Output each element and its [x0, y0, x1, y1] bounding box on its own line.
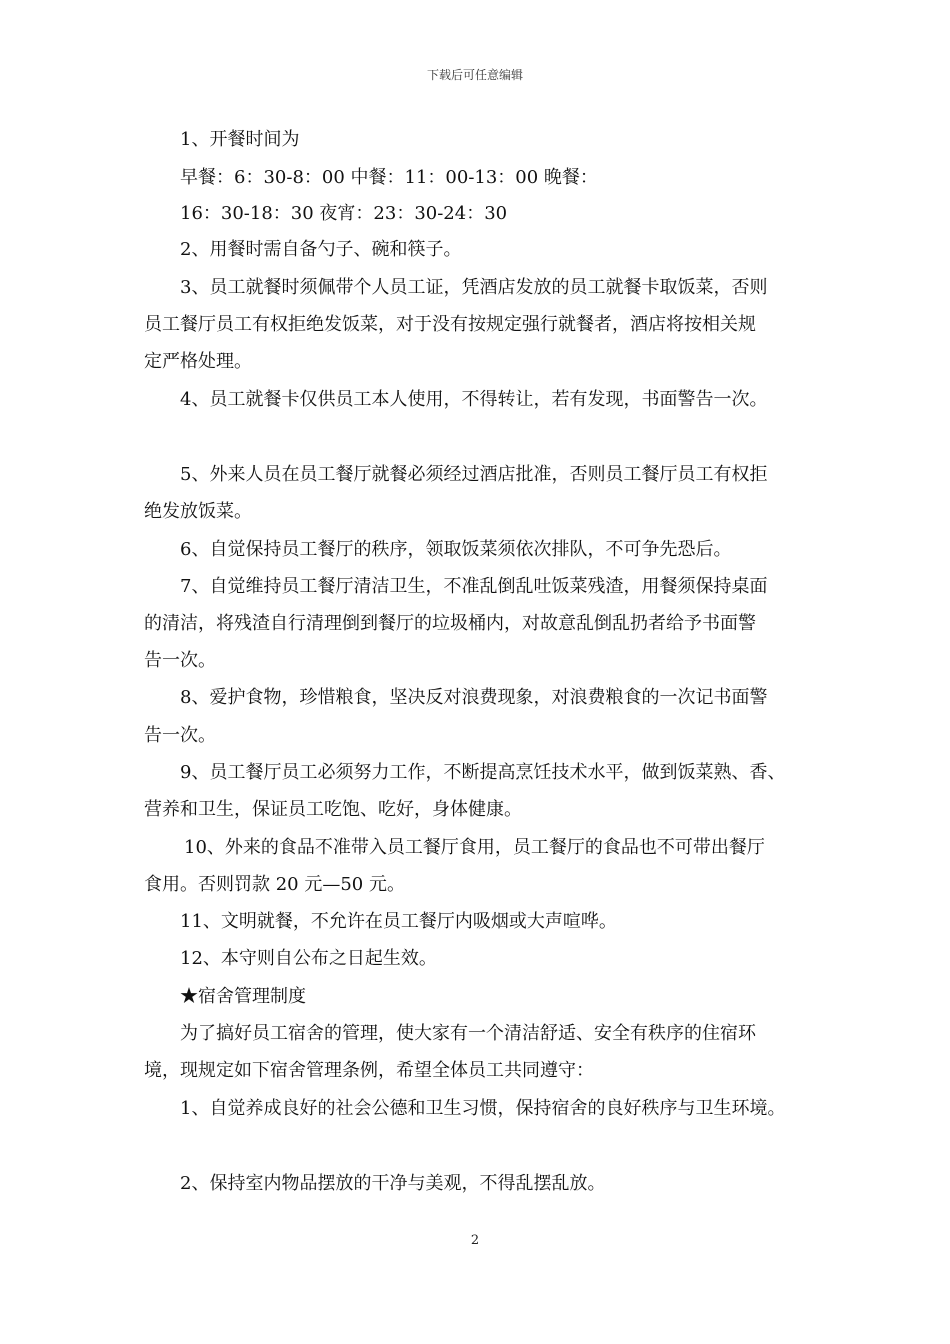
text-line: 3、员工就餐时须佩带个人员工证，凭酒店发放的员工就餐卡取饭菜，否则 [180, 277, 768, 298]
text-line: 绝发放饭菜。 [144, 501, 252, 522]
section-heading: ★宿舍管理制度 [180, 986, 306, 1007]
text-line: 告一次。 [144, 725, 216, 746]
text-line: 食用。否则罚款 20 元—50 元。 [144, 874, 405, 895]
text-line: 11、文明就餐，不允许在员工餐厅内吸烟或大声喧哗。 [180, 911, 617, 932]
text-line: 1、自觉养成良好的社会公德和卫生习惯，保持宿舍的良好秩序与卫生环境。 [180, 1098, 786, 1119]
text-line: 10、外来的食品不准带入员工餐厅食用，员工餐厅的食品也不可带出餐厅 [184, 837, 765, 858]
text-line: 营养和卫生，保证员工吃饱、吃好，身体健康。 [144, 799, 522, 820]
text-line: 2、用餐时需自备勺子、碗和筷子。 [180, 239, 462, 260]
text-line: 12、本守则自公布之日起生效。 [180, 948, 437, 969]
text-line: 2、保持室内物品摆放的干净与美观，不得乱摆乱放。 [180, 1173, 606, 1194]
text-line: 5、外来人员在员工餐厅就餐必须经过酒店批准，否则员工餐厅员工有权拒 [180, 464, 768, 485]
text-line: 为了搞好员工宿舍的管理，使大家有一个清洁舒适、安全有秩序的住宿环 [180, 1023, 756, 1044]
text-line: 早餐：6：30-8：00 中餐：11：00-13：00 晚餐： [180, 167, 598, 188]
text-line: 8、爱护食物，珍惜粮食，坚决反对浪费现象，对浪费粮食的一次记书面警 [180, 687, 768, 708]
text-line: 4、员工就餐卡仅供员工本人使用，不得转让，若有发现，书面警告一次。 [180, 389, 768, 410]
page-number: 2 [470, 1233, 480, 1248]
text-line: 告一次。 [144, 650, 216, 671]
text-line: 境，现规定如下宿舍管理条例，希望全体员工共同遵守： [144, 1060, 594, 1081]
text-line: 员工餐厅员工有权拒绝发饭菜，对于没有按规定强行就餐者，酒店将按相关规 [144, 314, 756, 335]
text-line: 16：30-18：30 夜宵：23：30-24：30 [180, 203, 508, 224]
text-line: 7、自觉维持员工餐厅清洁卫生，不准乱倒乱吐饭菜残渣，用餐须保持桌面 [180, 576, 768, 597]
text-line: 6、自觉保持员工餐厅的秩序，领取饭菜须依次排队，不可争先恐后。 [180, 539, 732, 560]
text-line: 定严格处理。 [144, 351, 252, 372]
text-line: 9、员工餐厅员工必须努力工作，不断提高烹饪技术水平，做到饭菜熟、香、 [180, 762, 786, 783]
text-line: 的清洁，将残渣自行清理倒到餐厅的垃圾桶内，对故意乱倒乱扔者给予书面警 [144, 613, 756, 634]
page-header: 下载后可任意编辑 [426, 68, 523, 82]
text-line: 1、开餐时间为 [180, 129, 300, 150]
